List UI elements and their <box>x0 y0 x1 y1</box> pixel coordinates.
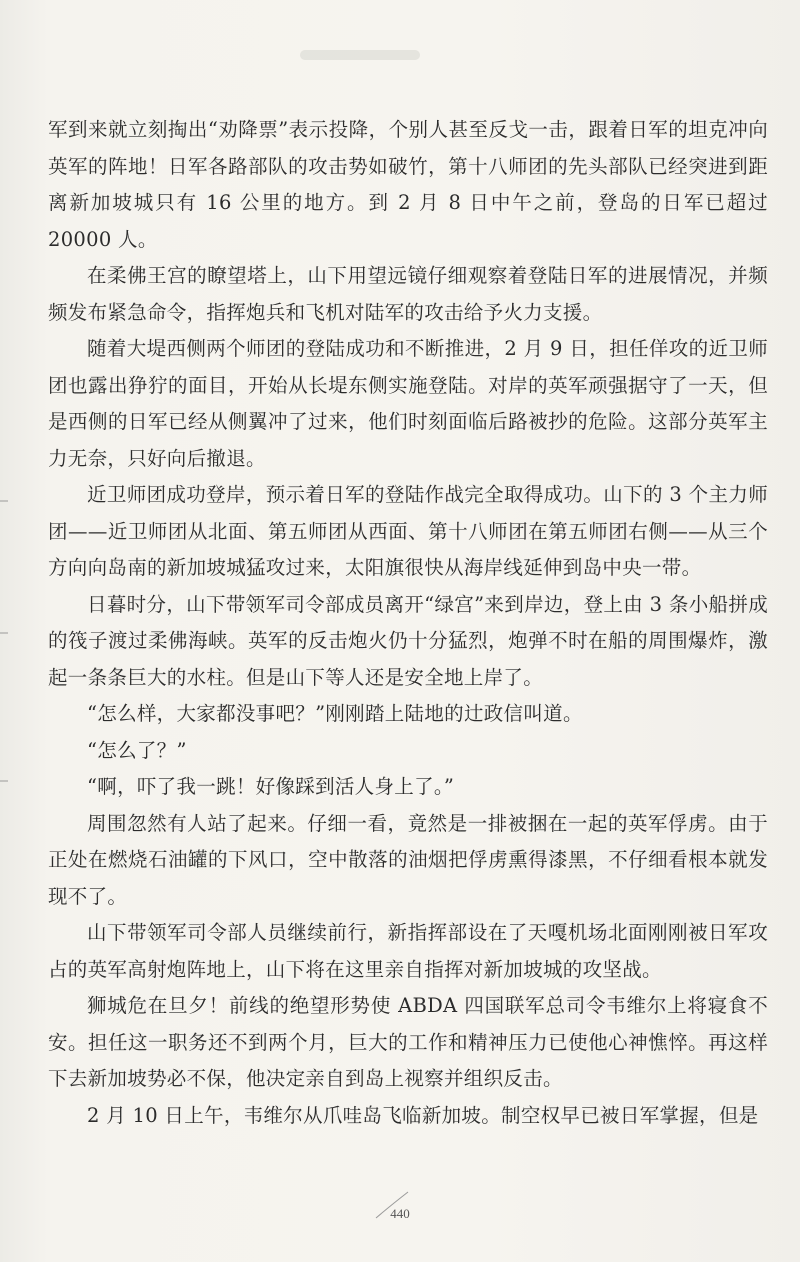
paragraph-8: “啊，吓了我一跳！好像踩到活人身上了。” <box>87 775 455 798</box>
paragraph-4: 近卫师团成功登岸，预示着日军的登陆作战完全取得成功。山下的 3 个主力师团——近卫师团从北面、第五师团从西面、第十八师团在第五师团右侧——从三个方向向岛南的新加坡城猛攻过来，太阳旗很快从海岸线延伸到岛中央一带。 <box>48 483 768 579</box>
paragraph-7: “怎么了？” <box>87 738 187 762</box>
paragraph-5: 日暮时分，山下带领军司令部成员离开“绿宫”来到岸边，登上由 3 条小船拼成的筏子渡过柔佛海峡。英军的反击炮火仍十分猛烈，炮弹不时在船的周围爆炸，激起一条条巨大的水柱。但是山下等人还是安全地上岸了。 <box>48 592 768 689</box>
paragraph-11: 狮城危在旦夕！前线的绝望形势使 ABDA 四国联军总司令韦维尔上将寝食不安。担任这一职务还不到两个月，巨大的工作和精神压力已使他心神憔悴。再这样下去新加坡势必不保，他决定亲自到岛上视察并组织反击。 <box>48 994 768 1090</box>
body-text <box>48 112 768 1134</box>
margin-mark <box>0 632 8 634</box>
paragraph-1: 军到来就立刻掏出“劝降票”表示投降，个别人甚至反戈一击，跟着日军的坦克冲向英军的阵地！日军各路部队的攻击势如破竹，第十八师团的先头部队已经突进到距离新加坡城只有 16 公里的地方。到 2 月 8 日中午之前，登岛的日军已超过 20000 人。 <box>48 118 768 251</box>
paragraph-6: “怎么样，大家都没事吧？”刚刚踏上陆地的辻政信叫道。 <box>87 702 583 725</box>
paragraph-9: 周围忽然有人站了起来。仔细一看，竟然是一排被捆在一起的英军俘虏。由于正处在燃烧石油罐的下风口，空中散落的油烟把俘虏熏得漆黑，不仔细看根本就发现不了。 <box>48 811 768 908</box>
faded-running-header <box>300 50 420 60</box>
margin-mark <box>0 780 8 782</box>
paragraph-3: 随着大堤西侧两个师团的登陆成功和不断推进，2 月 9 日，担任佯攻的近卫师团也露出狰狞的面目，开始从长堤东侧实施登陆。对岸的英军顽强据守了一天，但是西侧的日军已经从侧翼冲了过来，他们时刻面临后路被抄的危险。这部分英军主力无奈，只好向后撤退。 <box>48 337 768 470</box>
page-number: 440 <box>390 1206 410 1221</box>
paragraph-12: 2 月 10 日上午，韦维尔从爪哇岛飞临新加坡。制空权早已被日军掌握，但是 <box>87 1103 759 1127</box>
paragraph-2: 在柔佛王宫的瞭望塔上，山下用望远镜仔细观察着登陆日军的进展情况，并频频发布紧急命令，指挥炮兵和飞机对陆军的攻击给予火力支援。 <box>48 264 768 324</box>
paragraph-10: 山下带领军司令部人员继续前行，新指挥部设在了天嘎机场北面刚刚被日军攻占的英军高射炮阵地上，山下将在这里亲自指挥对新加坡城的攻坚战。 <box>48 921 768 981</box>
margin-mark <box>0 500 8 502</box>
